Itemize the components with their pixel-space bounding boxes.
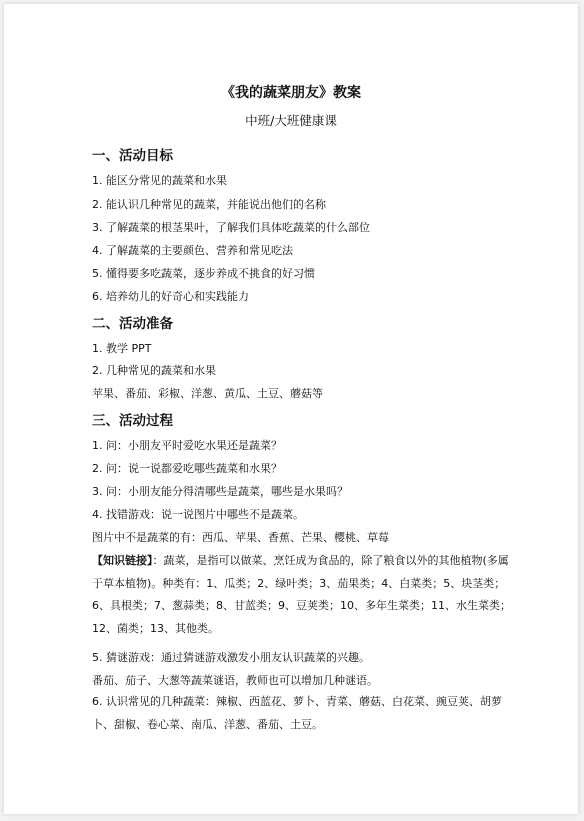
list-item: 2. 能认识几种常见的蔬菜，并能说出他们的名称 — [92, 198, 326, 211]
list-item: 2. 问：说一说都爱吃哪些蔬菜和水果？ — [92, 462, 282, 475]
list-item: 1. 问：小朋友平时爱吃水果还是蔬菜？ — [92, 439, 282, 452]
knowledge-link-paragraph — [92, 550, 512, 640]
section-heading-preparation: 二、活动准备 — [92, 316, 173, 332]
list-item: 图片中不是蔬菜的有：西瓜、苹果、香蕉、芒果、樱桃、草莓 — [92, 531, 389, 544]
list-item: 苹果、番茄、彩椒、洋葱、黄瓜、土豆、蘑菇等 — [92, 387, 323, 400]
list-item: 番茄、茄子、大葱等蔬菜谜语，教师也可以增加几种谜语。 — [92, 674, 378, 687]
list-item: 2. 几种常见的蔬菜和水果 — [92, 364, 216, 377]
section-heading-process: 三、活动过程 — [92, 413, 173, 429]
list-item: 4. 找错游戏：说一说图片中哪些不是蔬菜。 — [92, 508, 304, 521]
list-item: 4. 了解蔬菜的主要颜色、营养和常见吃法 — [92, 244, 293, 257]
list-item: 3. 问：小朋友能分得清哪些是蔬菜，哪些是水果吗？ — [92, 485, 348, 498]
knowledge-link-tag: 【知识链接】 — [92, 554, 153, 567]
list-item: 5. 懂得要多吃蔬菜，逐步养成不挑食的好习惯 — [92, 267, 315, 280]
list-item: 3. 了解蔬菜的根茎果叶，了解我们具体吃蔬菜的什么部位 — [92, 221, 370, 234]
knowledge-link-text: ：蔬菜，是指可以做菜、烹饪成为食品的，除了粮食以外的其他植物(多属于草本植物)。种类有：1、瓜类；2、绿叶类；3、茄果类；4、白菜类；5、块茎类；6、具根类；7、葱蒜类；8、甘蓝类；9、豆荚类；10、多年生菜类；11、水生菜类；12、菌类；13、其他类。 — [92, 554, 511, 635]
list-item: 6. 培养幼儿的好奇心和实践能力 — [92, 290, 249, 303]
document-title: 《我的蔬菜朋友》教案 — [221, 85, 361, 101]
document-subtitle: 中班/大班健康课 — [245, 113, 337, 128]
list-item: 1. 能区分常见的蔬菜和水果 — [92, 174, 227, 187]
list-item: 1. 教学 PPT — [92, 342, 152, 355]
list-item: 5. 猜谜游戏：通过猜谜游戏激发小朋友认识蔬菜的兴趣。 — [92, 651, 370, 664]
list-item: 6. 认识常见的几种蔬菜：辣椒、西蓝花、萝卜、青菜、蘑菇、白花菜、豌豆荚、胡萝卜、甜椒、卷心菜、南瓜、洋葱、番茄、土豆。 — [92, 695, 502, 731]
section-heading-goals: 一、活动目标 — [92, 148, 173, 164]
document-page — [4, 4, 578, 814]
